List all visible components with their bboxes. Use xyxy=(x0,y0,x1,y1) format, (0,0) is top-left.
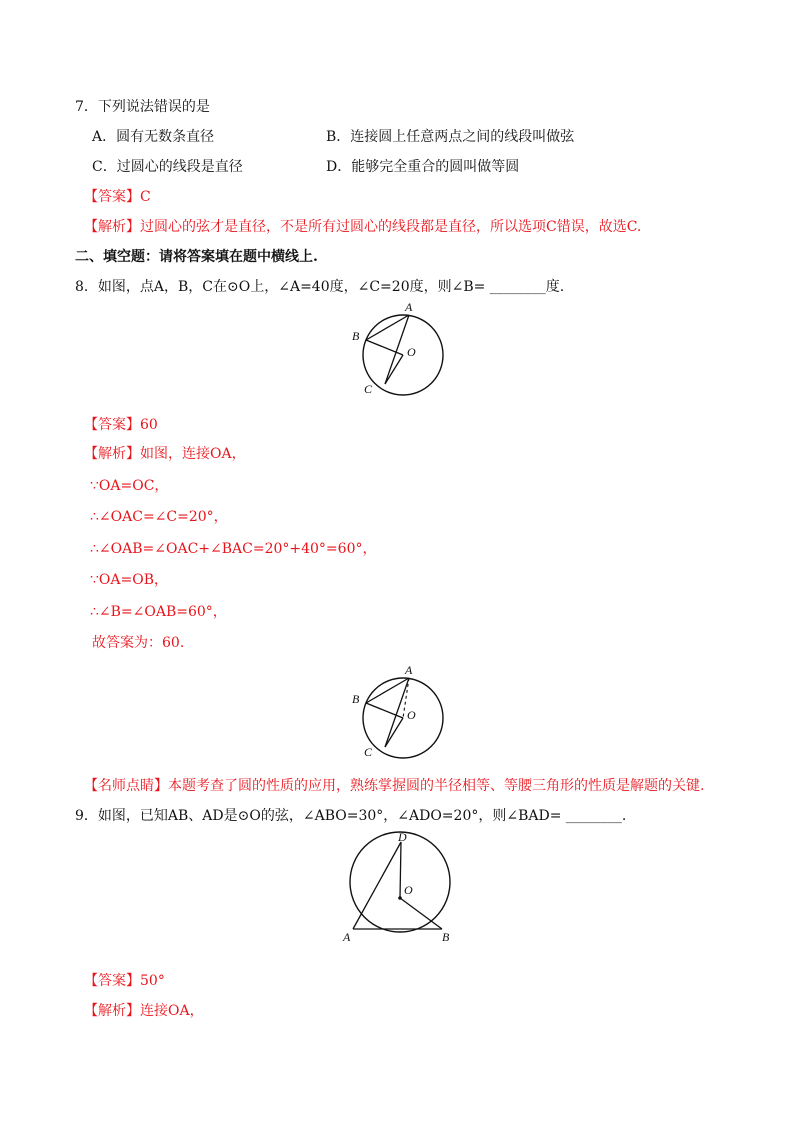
option-a: A．圆有无数条直径 xyxy=(92,129,215,145)
center-point-o xyxy=(398,896,402,900)
analysis-line-3: ∴∠OAC=∠C=20°， xyxy=(90,509,228,525)
analysis-line-1: 【解析】如图，连接OA， xyxy=(84,446,246,462)
label-a: A xyxy=(343,930,351,944)
question-7-answer: 【答案】C xyxy=(84,189,151,205)
question-8-tip: 【名师点睛】本题考查了圆的性质的应用，熟练掌握圆的半径相等、等腰三角形的性质是解题的关键. xyxy=(84,778,705,794)
segment-ad xyxy=(353,842,401,929)
analysis-line-6: ∴∠B=∠OAB=60°， xyxy=(90,604,227,620)
option-b: B．连接圆上任意两点之间的线段叫做弦 xyxy=(326,129,575,145)
label-a: A xyxy=(405,663,413,677)
label-o: O xyxy=(407,345,416,359)
section-2-title: 二、填空题：请将答案填在题中横线上. xyxy=(75,249,318,265)
segment-ob xyxy=(400,898,442,929)
label-c: C xyxy=(364,382,373,396)
label-b: B xyxy=(442,930,450,944)
question-9-stem: 9．如图，已知AB、AD是⊙O的弦，∠ABO=30°，∠ADO=20°，则∠BAD= ________. xyxy=(75,808,627,824)
analysis-line-5: ∵OA=OB， xyxy=(90,572,168,588)
label-o: O xyxy=(404,883,413,897)
question-8-answer: 【答案】60 xyxy=(84,417,158,433)
question-7-stem: 7．下列说法错误的是 xyxy=(75,99,210,115)
label-d: D xyxy=(398,830,407,844)
question-8-stem: 8．如图，点A，B，C在⊙O上，∠A=40度，∠C=20度，则∠B= ________度. xyxy=(75,279,565,295)
option-d: D．能够完全重合的圆叫做等圆 xyxy=(326,159,520,175)
label-b: B xyxy=(352,692,360,706)
question-9-figure xyxy=(338,828,468,948)
question-8-figure xyxy=(345,300,455,400)
question-7-analysis: 【解析】过圆心的弦才是直径，不是所有过圆心的线段都是直径，所以选项C错误，故选C. xyxy=(84,219,642,235)
analysis-line-7: 故答案为：60. xyxy=(92,635,185,651)
label-a: A xyxy=(405,300,413,314)
analysis-line-4: ∴∠OAB=∠OAC+∠BAC=20°+40°=60°， xyxy=(90,541,377,557)
segment-do xyxy=(400,842,401,898)
analysis-line-2: ∵OA=OC， xyxy=(90,478,169,494)
label-o: O xyxy=(407,708,416,722)
question-9-answer: 【答案】50° xyxy=(84,973,165,989)
option-c: C．过圆心的线段是直径 xyxy=(92,159,243,175)
question-8-analysis-figure xyxy=(345,663,455,763)
question-9-analysis: 【解析】连接OA， xyxy=(84,1003,204,1019)
label-b: B xyxy=(352,329,360,343)
label-c: C xyxy=(364,745,373,759)
